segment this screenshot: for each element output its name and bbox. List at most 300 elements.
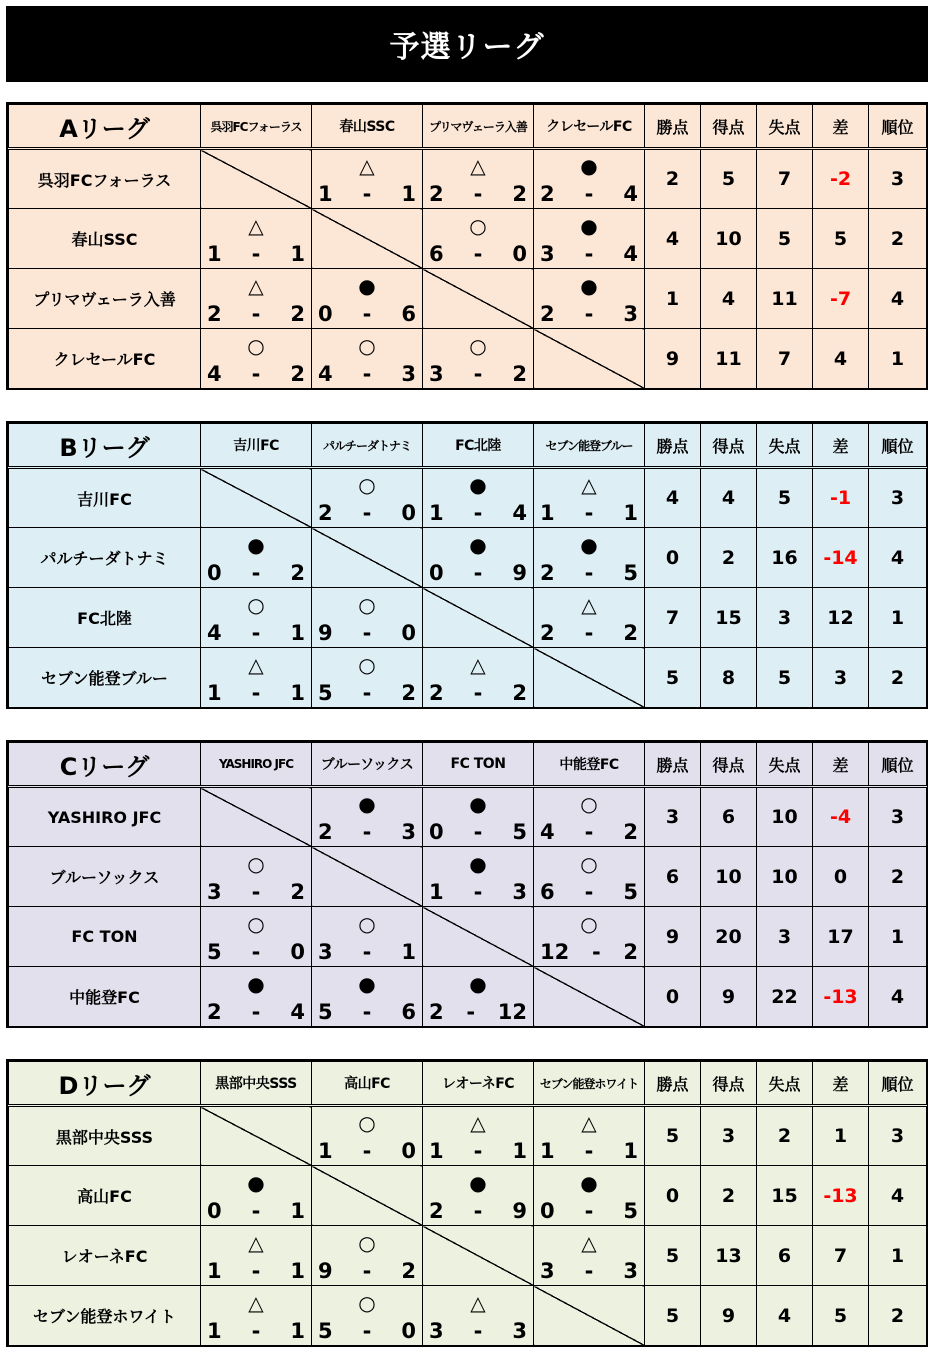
result-mark: ○ xyxy=(247,851,265,876)
match-result-cell xyxy=(534,847,645,907)
goals-conceded: 4 xyxy=(757,1286,813,1346)
stat-header: 勝点 xyxy=(645,424,701,468)
goals-against: 4 xyxy=(623,182,638,206)
score-dash: - xyxy=(584,182,594,206)
result-mark: ● xyxy=(247,532,265,557)
goals-against: 3 xyxy=(623,301,638,326)
team-row xyxy=(9,468,927,528)
self-match-cell xyxy=(201,787,312,847)
score-dash: - xyxy=(473,501,483,525)
goals-against: 1 xyxy=(623,1139,638,1163)
match-score xyxy=(540,1199,638,1223)
goals-scored: 11 xyxy=(701,329,757,389)
result-mark: △ xyxy=(470,154,486,178)
goals-scored: 5 xyxy=(701,149,757,209)
goals-against: 2 xyxy=(401,1258,416,1283)
match-score xyxy=(429,362,527,386)
match-result xyxy=(423,210,533,268)
result-mark: △ xyxy=(248,1290,264,1315)
self-match-cell xyxy=(201,149,312,209)
goal-difference: 3 xyxy=(813,648,869,708)
page-title: 予選リーグ xyxy=(6,6,928,82)
goals-for: 1 xyxy=(207,241,222,266)
result-mark: ● xyxy=(247,971,265,996)
match-score xyxy=(207,940,305,964)
match-result xyxy=(312,589,422,647)
goal-difference: -14 xyxy=(813,528,869,588)
result-mark: ○ xyxy=(247,592,265,617)
goals-for: 4 xyxy=(540,820,555,844)
column-team-name: FC北陸 xyxy=(423,424,534,468)
match-result xyxy=(312,1107,422,1165)
result-mark: △ xyxy=(470,1111,486,1135)
score-dash: - xyxy=(591,939,601,964)
goals-for: 4 xyxy=(207,620,222,645)
team-row xyxy=(9,588,927,648)
match-result-cell xyxy=(201,269,312,329)
result-mark: ● xyxy=(580,273,598,298)
score-dash: - xyxy=(584,241,594,266)
score-dash: - xyxy=(251,879,261,904)
header-row xyxy=(9,743,927,787)
match-result-cell xyxy=(201,1286,312,1346)
result-mark: △ xyxy=(581,1111,597,1135)
column-team-name: セブン能登ブルー xyxy=(534,424,645,468)
goals-for: 1 xyxy=(207,680,222,705)
match-result-cell xyxy=(534,468,645,528)
stat-header: 得点 xyxy=(701,1062,757,1106)
score-dash: - xyxy=(473,560,483,585)
match-score xyxy=(540,940,638,964)
goals-against: 0 xyxy=(401,1139,416,1163)
match-score xyxy=(429,1199,527,1223)
goals-conceded: 11 xyxy=(757,269,813,329)
match-result-cell xyxy=(534,209,645,269)
match-score xyxy=(429,1000,527,1024)
goals-scored: 20 xyxy=(701,907,757,967)
row-team-name: FC TON xyxy=(9,907,201,967)
rank: 1 xyxy=(869,329,927,389)
result-mark: ○ xyxy=(580,911,598,936)
goals-against: 2 xyxy=(290,301,305,326)
rank: 3 xyxy=(869,787,927,847)
league-table-a xyxy=(6,102,928,390)
goals-against: 1 xyxy=(290,620,305,645)
score-dash: - xyxy=(584,1198,594,1223)
goals-against: 3 xyxy=(512,879,527,904)
column-team-name: 呉羽FCフォーラス xyxy=(201,105,312,149)
score-dash: - xyxy=(584,560,594,585)
match-result xyxy=(534,210,644,268)
match-result-cell xyxy=(423,149,534,209)
goals-for: 5 xyxy=(318,1318,333,1343)
stat-header: 得点 xyxy=(701,743,757,787)
result-mark: ● xyxy=(469,851,487,876)
team-row xyxy=(9,209,927,269)
goals-against: 2 xyxy=(512,182,527,206)
goals-for: 1 xyxy=(318,1139,333,1163)
goals-scored: 8 xyxy=(701,648,757,708)
match-result xyxy=(312,788,422,846)
goals-for: 3 xyxy=(207,879,222,904)
column-team-name: 高山FC xyxy=(312,1062,423,1106)
match-result-cell xyxy=(423,967,534,1027)
score-dash: - xyxy=(251,1198,261,1223)
self-match-cell xyxy=(312,847,423,907)
goals-for: 3 xyxy=(540,241,555,266)
match-result-cell xyxy=(423,528,534,588)
team-row xyxy=(9,1106,927,1166)
goal-difference: -4 xyxy=(813,787,869,847)
match-score xyxy=(207,561,305,585)
score-dash: - xyxy=(362,1258,372,1283)
goals-for: 0 xyxy=(207,1198,222,1223)
goals-for: 3 xyxy=(318,939,333,964)
goals-against: 0 xyxy=(401,501,416,525)
match-result xyxy=(423,330,533,388)
score-dash: - xyxy=(251,361,261,386)
goals-scored: 15 xyxy=(701,588,757,648)
column-team-name: YASHIRO JFC xyxy=(201,743,312,787)
goals-against: 5 xyxy=(623,560,638,585)
match-score xyxy=(318,621,416,645)
team-row xyxy=(9,907,927,967)
goals-against: 5 xyxy=(623,879,638,904)
goals-for: 3 xyxy=(540,1258,555,1283)
match-score xyxy=(429,820,527,844)
goals-against: 5 xyxy=(512,820,527,844)
stat-header: 勝点 xyxy=(645,743,701,787)
goals-for: 0 xyxy=(429,820,444,844)
goals-conceded: 7 xyxy=(757,329,813,389)
match-result xyxy=(534,848,644,906)
result-mark: ○ xyxy=(358,1290,376,1315)
match-result-cell xyxy=(201,648,312,708)
goal-difference: -7 xyxy=(813,269,869,329)
score-dash: - xyxy=(473,241,483,266)
result-mark: ○ xyxy=(358,333,376,358)
match-result xyxy=(201,1167,311,1225)
match-result-cell xyxy=(312,149,423,209)
match-result-cell xyxy=(201,588,312,648)
match-result xyxy=(534,589,644,647)
goals-for: 4 xyxy=(207,361,222,386)
match-score xyxy=(429,880,527,904)
goals-against: 2 xyxy=(290,361,305,386)
goals-for: 3 xyxy=(429,1318,444,1343)
match-result-cell xyxy=(312,329,423,389)
goals-for: 3 xyxy=(429,361,444,386)
goals-conceded: 3 xyxy=(757,907,813,967)
match-result xyxy=(423,150,533,208)
row-team-name: 春山SSC xyxy=(9,209,201,269)
match-result-cell xyxy=(423,648,534,708)
score-dash: - xyxy=(362,301,372,326)
score-dash: - xyxy=(584,1258,594,1283)
goals-for: 4 xyxy=(318,361,333,386)
goals-against: 1 xyxy=(290,680,305,705)
result-mark: ● xyxy=(358,792,376,816)
rank: 4 xyxy=(869,967,927,1027)
rank: 3 xyxy=(869,468,927,528)
match-score xyxy=(429,681,527,705)
goals-for: 1 xyxy=(207,1258,222,1283)
result-mark: ○ xyxy=(247,333,265,358)
match-score xyxy=(540,1139,638,1163)
result-mark: ○ xyxy=(247,911,265,936)
match-result xyxy=(201,330,311,388)
result-mark: ○ xyxy=(358,1111,376,1135)
goals-against: 2 xyxy=(623,939,638,964)
header-row xyxy=(9,424,927,468)
score-dash: - xyxy=(251,1318,261,1343)
match-result xyxy=(423,1287,533,1345)
goals-scored: 6 xyxy=(701,787,757,847)
goals-conceded: 22 xyxy=(757,967,813,1027)
rank: 4 xyxy=(869,528,927,588)
goals-for: 2 xyxy=(540,560,555,585)
match-score xyxy=(207,1319,305,1343)
row-team-name: プリマヴェーラ入善 xyxy=(9,269,201,329)
stat-header: 勝点 xyxy=(645,105,701,149)
goals-conceded: 7 xyxy=(757,149,813,209)
goals-scored: 4 xyxy=(701,468,757,528)
goal-difference: 0 xyxy=(813,847,869,907)
result-mark: ○ xyxy=(358,1230,376,1255)
goals-against: 1 xyxy=(290,1258,305,1283)
score-dash: - xyxy=(251,999,261,1024)
match-score xyxy=(318,1319,416,1343)
row-team-name: 中能登FC xyxy=(9,967,201,1027)
match-result xyxy=(534,1107,644,1165)
match-score xyxy=(318,820,416,844)
goal-difference: -13 xyxy=(813,1166,869,1226)
match-score xyxy=(540,242,638,266)
team-row xyxy=(9,787,927,847)
match-result-cell xyxy=(201,907,312,967)
score-dash: - xyxy=(473,1198,483,1223)
match-result xyxy=(534,908,644,966)
match-result-cell xyxy=(534,588,645,648)
result-mark: ○ xyxy=(469,213,487,238)
match-score xyxy=(429,1139,527,1163)
stat-header: 順位 xyxy=(869,424,927,468)
match-score xyxy=(318,501,416,525)
goals-against: 0 xyxy=(512,241,527,266)
row-team-name: 高山FC xyxy=(9,1166,201,1226)
match-result xyxy=(201,270,311,328)
goals-against: 1 xyxy=(401,939,416,964)
goals-for: 5 xyxy=(207,939,222,964)
match-score xyxy=(207,1259,305,1283)
match-result xyxy=(423,968,533,1026)
row-team-name: レオーネFC xyxy=(9,1226,201,1286)
goals-against: 2 xyxy=(512,680,527,705)
league-name: Cリーグ xyxy=(9,743,201,787)
match-score xyxy=(207,681,305,705)
result-mark: ● xyxy=(469,1170,487,1195)
match-result xyxy=(534,1167,644,1225)
team-row xyxy=(9,967,927,1027)
match-result-cell xyxy=(312,907,423,967)
match-result-cell xyxy=(312,967,423,1027)
score-dash: - xyxy=(473,1318,483,1343)
goals-against: 4 xyxy=(290,999,305,1024)
match-score xyxy=(540,302,638,326)
match-score xyxy=(207,621,305,645)
score-dash: - xyxy=(584,879,594,904)
goals-for: 1 xyxy=(429,501,444,525)
score-dash: - xyxy=(362,939,372,964)
match-result xyxy=(201,210,311,268)
match-result-cell xyxy=(423,787,534,847)
goals-scored: 4 xyxy=(701,269,757,329)
score-dash: - xyxy=(362,1318,372,1343)
match-result-cell xyxy=(201,847,312,907)
goal-difference: 4 xyxy=(813,329,869,389)
match-result-cell xyxy=(312,1286,423,1346)
match-score xyxy=(540,621,638,645)
match-result xyxy=(312,330,422,388)
match-score xyxy=(207,242,305,266)
result-mark: ● xyxy=(580,1170,598,1195)
score-dash: - xyxy=(473,680,483,705)
league-table-d xyxy=(6,1059,928,1347)
standings-table xyxy=(8,104,927,389)
rank: 3 xyxy=(869,149,927,209)
goals-against: 12 xyxy=(497,999,527,1024)
stat-header: 失点 xyxy=(757,105,813,149)
goals-for: 1 xyxy=(540,501,555,525)
goals-against: 9 xyxy=(512,1198,527,1223)
match-result xyxy=(312,1287,422,1345)
goals-against: 0 xyxy=(290,939,305,964)
score-dash: - xyxy=(362,820,372,844)
team-row xyxy=(9,269,927,329)
goals-against: 1 xyxy=(401,182,416,206)
score-dash: - xyxy=(251,680,261,705)
result-mark: ○ xyxy=(358,592,376,617)
stat-header: 得点 xyxy=(701,105,757,149)
result-mark: ○ xyxy=(580,792,598,816)
goals-for: 2 xyxy=(318,501,333,525)
match-score xyxy=(318,182,416,206)
points: 3 xyxy=(645,787,701,847)
result-mark: △ xyxy=(470,652,486,677)
goals-against: 2 xyxy=(623,820,638,844)
rank: 1 xyxy=(869,907,927,967)
goals-against: 2 xyxy=(512,361,527,386)
column-team-name: レオーネFC xyxy=(423,1062,534,1106)
goals-for: 2 xyxy=(318,820,333,844)
match-result xyxy=(423,848,533,906)
goals-conceded: 10 xyxy=(757,787,813,847)
self-match-cell xyxy=(423,269,534,329)
match-result-cell xyxy=(534,528,645,588)
score-dash: - xyxy=(362,999,372,1024)
stat-header: 差 xyxy=(813,1062,869,1106)
match-result-cell xyxy=(312,468,423,528)
team-row xyxy=(9,1166,927,1226)
row-team-name: セブン能登ホワイト xyxy=(9,1286,201,1346)
match-result xyxy=(201,1227,311,1285)
row-team-name: YASHIRO JFC xyxy=(9,787,201,847)
match-score xyxy=(207,362,305,386)
score-dash: - xyxy=(362,620,372,645)
league-name: Aリーグ xyxy=(9,105,201,149)
result-mark: ● xyxy=(469,792,487,816)
goals-against: 2 xyxy=(401,680,416,705)
match-result-cell xyxy=(534,1106,645,1166)
result-mark: △ xyxy=(248,213,264,238)
match-score xyxy=(540,501,638,525)
goals-against: 1 xyxy=(290,1318,305,1343)
match-score xyxy=(318,940,416,964)
score-dash: - xyxy=(584,620,594,645)
goals-for: 1 xyxy=(207,1318,222,1343)
goals-for: 9 xyxy=(318,1258,333,1283)
points: 9 xyxy=(645,329,701,389)
score-dash: - xyxy=(362,361,372,386)
goals-for: 6 xyxy=(540,879,555,904)
score-dash: - xyxy=(473,879,483,904)
column-team-name: プリマヴェーラ入善 xyxy=(423,105,534,149)
match-result-cell xyxy=(423,329,534,389)
goals-scored: 10 xyxy=(701,847,757,907)
league-table-c xyxy=(6,740,928,1028)
score-dash: - xyxy=(251,939,261,964)
rank: 1 xyxy=(869,1226,927,1286)
goals-against: 9 xyxy=(512,560,527,585)
goals-for: 2 xyxy=(540,301,555,326)
goals-against: 2 xyxy=(623,620,638,645)
match-result xyxy=(312,649,422,707)
score-dash: - xyxy=(584,501,594,525)
rank: 1 xyxy=(869,588,927,648)
goals-conceded: 10 xyxy=(757,847,813,907)
column-team-name: 黒部中央SSS xyxy=(201,1062,312,1106)
match-result xyxy=(423,1107,533,1165)
goals-scored: 9 xyxy=(701,1286,757,1346)
points: 5 xyxy=(645,1106,701,1166)
match-result xyxy=(312,270,422,328)
goals-for: 5 xyxy=(318,999,333,1024)
stat-header: 失点 xyxy=(757,1062,813,1106)
column-team-name: セブン能登ホワイト xyxy=(534,1062,645,1106)
rank: 2 xyxy=(869,209,927,269)
result-mark: △ xyxy=(248,273,264,298)
goal-difference: -1 xyxy=(813,468,869,528)
league-name: Dリーグ xyxy=(9,1062,201,1106)
goals-conceded: 2 xyxy=(757,1106,813,1166)
goals-conceded: 3 xyxy=(757,588,813,648)
match-result-cell xyxy=(534,1226,645,1286)
match-result-cell xyxy=(534,269,645,329)
goals-against: 1 xyxy=(290,1198,305,1223)
team-row xyxy=(9,847,927,907)
result-mark: △ xyxy=(581,592,597,617)
result-mark: ○ xyxy=(580,851,598,876)
points: 6 xyxy=(645,847,701,907)
goals-scored: 10 xyxy=(701,209,757,269)
result-mark: ● xyxy=(358,273,376,298)
points: 0 xyxy=(645,528,701,588)
match-result-cell xyxy=(201,209,312,269)
result-mark: ● xyxy=(580,154,598,178)
goals-for: 0 xyxy=(207,560,222,585)
points: 2 xyxy=(645,149,701,209)
match-score xyxy=(429,561,527,585)
